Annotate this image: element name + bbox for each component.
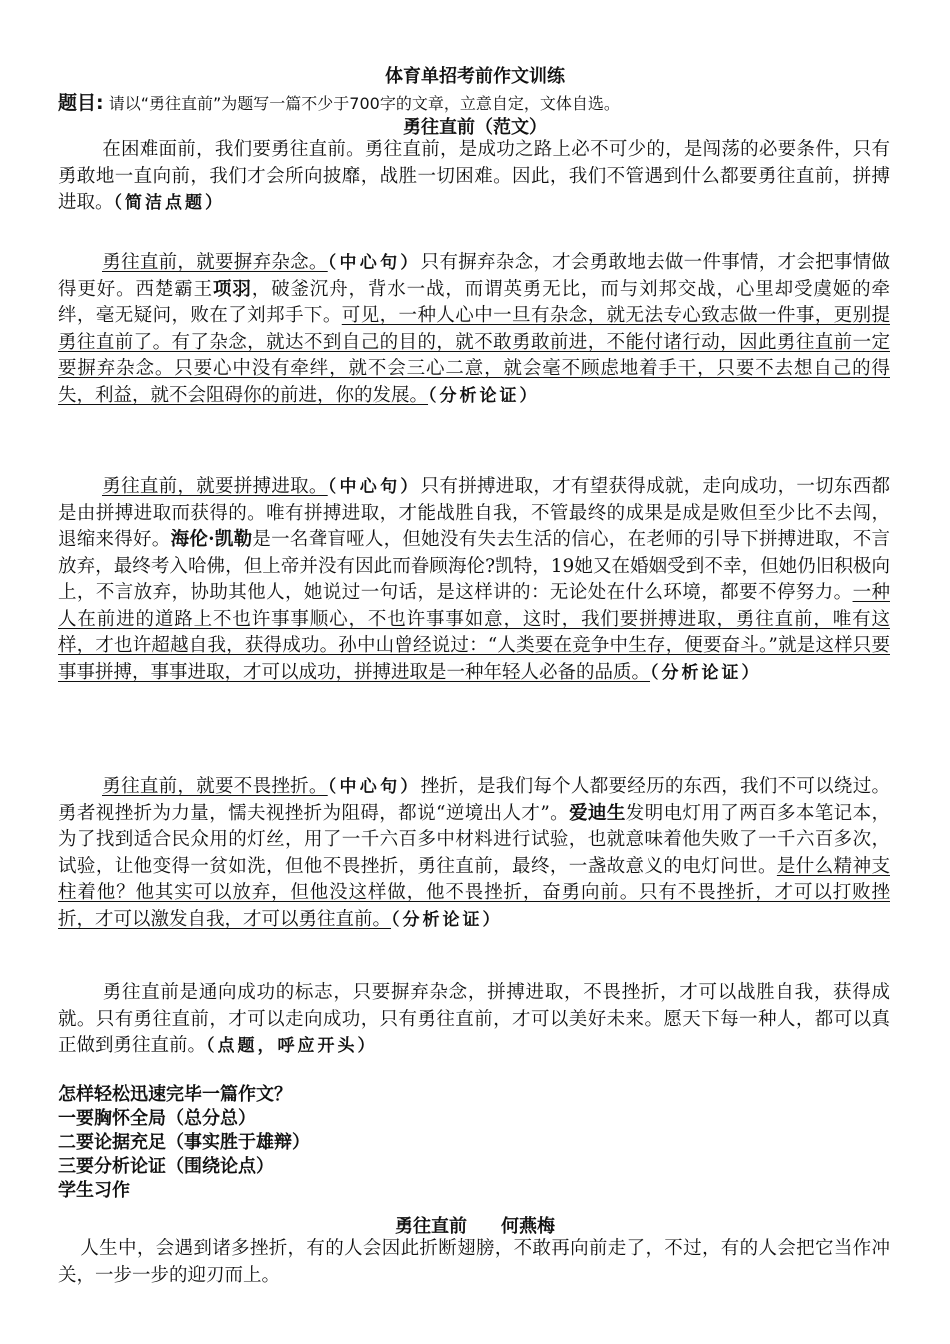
paragraph-fearless-setbacks: [58, 774, 890, 933]
p4-claim: 勇往直前，就要不畏挫折。: [102, 776, 328, 797]
tip-item: 三要分析论证（围绕论点）: [58, 1156, 274, 1177]
student-essay-text: 人生中，会遇到诸多挫折，有的人会因此折断翅膀，不敢再向前走了，不过，有的人会把它当作冲关，一步一步的迎刃而上。: [58, 1238, 890, 1286]
p2-claim: 勇往直前，就要摒弃杂念。: [102, 252, 328, 273]
paragraph-conclusion: [58, 980, 890, 1060]
student-work-heading: 学生习作: [58, 1180, 130, 1201]
tip-item: 二要论据充足（事实胜于雄辩）: [58, 1132, 310, 1153]
p4-analysis: 是什么精神支柱着他？他其实可以放弃，但他没这样做，他不畏挫折，奋勇向前。只有不畏挫折，才可以打败挫折，才可以激发自我，才可以勇往直前。: [58, 855, 890, 930]
paragraph-strive-forward: [58, 474, 890, 686]
tip-item: 一要胸怀全局（总分总）: [58, 1108, 256, 1129]
student-essay-header: [0, 1212, 950, 1238]
tips-heading: 怎样轻松迅速完毕一篇作文？: [58, 1084, 292, 1105]
p3-tag: （分析论证）: [650, 662, 762, 683]
student-essay-paragraph: [58, 1236, 890, 1289]
paragraph-intro: [58, 137, 890, 217]
p3-text-2: 是一名聋盲哑人，但她没有失去生活的信心，在老师的引导下拼搏进取，不言放弃，最终考入哈佛，但上帝并没有因此而眷顾海伦?凯特，19她又在婚姻受到不幸，但她仍旧积极向上，不言放弃，协助其他人，她说过一句话，是这样讲的：无论处在什么环境，都要不停努力。: [58, 529, 890, 603]
prompt-text: 请以“勇往直前”为题写一篇不少于700字的文章，立意自定，文体自选。: [108, 94, 620, 113]
p4-tag: （分析论证）: [391, 909, 503, 930]
essay-prompt: [58, 88, 890, 115]
p2-text-2: ，破釜沉舟，背水一战，而谓英勇无比，而与刘邦交战，心里却受虞姬的牵绊，毫无疑问，败在了刘邦手下。: [58, 278, 890, 326]
intro-tag: （简洁点题）: [113, 193, 226, 213]
p2-bold-name: 项羽: [212, 278, 252, 300]
p2-claim-tag: （中心句）: [327, 253, 421, 273]
p3-analysis: 一种人在前进的道路上不也许事事顺心，不也许事事如意，这时，我们要拼搏进取，勇往直前，唯有这样，才也许超越自我，获得成功。孙中山曾经说过：“人类要在竞争中生存，便要奋斗。”就是这样只要事事拼搏，事事进取，才可以成功，拼搏进取是一种年轻人必备的品质。: [58, 582, 890, 683]
conclusion-tag: （点题，呼应开头）: [206, 1036, 378, 1056]
student-author: 何燕梅: [501, 1216, 555, 1237]
p2-text-1: 只有摒弃杂念，才会勇敢地去做一件事情，才会把事情做得更好。西楚霸王: [58, 252, 890, 300]
sample-essay-title: 勇往直前（范文）: [403, 117, 547, 138]
p3-bold-name: 海伦·凯勒: [170, 529, 253, 550]
prompt-label: 题目:: [58, 92, 104, 114]
p2-tag: （分析论证）: [428, 385, 540, 406]
p3-text-1: 只有拼搏进取，才有望获得成就，走向成功，一切东西都是由拼搏进取而获得的。唯有拼搏进取，才能战胜自我，不管最终的成果是成是败但至少比不去闯，退缩来得好。: [58, 476, 890, 550]
p3-claim-tag: （中心句）: [327, 477, 421, 497]
writing-tips: [58, 1083, 890, 1203]
paragraph-abandon-distractions: [58, 250, 890, 409]
document-title: 体育单招考前作文训练: [385, 66, 565, 87]
p3-claim: 勇往直前，就要拼搏进取。: [102, 476, 328, 497]
p4-bold-name: 爱迪生: [569, 802, 626, 824]
student-essay-title: 勇往直前: [395, 1216, 467, 1237]
intro-text: 在困难面前，我们要勇往直前。勇往直前，是成功之路上必不可少的，是闯荡的必要条件，只有勇敢地一直向前，我们才会所向披靡，战胜一切困难。因此，我们不管遇到什么都要勇往直前，拼搏进取。: [58, 139, 890, 213]
p2-analysis: 可见，一种人心中一旦有杂念，就无法专心致志做一件事，更别提勇往直前了。有了杂念，就达不到自己的目的，就不敢勇敢前进，不能付诸行动，因此勇往直前一定要摒弃杂念。只要心中没有牵绊，就不会三心二意，就会毫不顾虑地着手干，只要不去想自己的得失，利益，就不会阻碍你的前进，你的发展。: [58, 305, 890, 406]
p4-text-2: 发明电灯用了两百多本笔记本，为了找到适合民众用的灯丝，用了一千六百多中材料进行试验，也就意味着他失败了一千六百多次，试验，让他变得一贫如洗，但他不畏挫折，勇往直前，最终，一盏故意义的电灯问世。: [58, 802, 890, 877]
p4-text-1: 挫折，是我们每个人都要经历的东西，我们不可以绕过。勇者视挫折为力量，懦夫视挫折为阻碍，都说“逆境出人才”。: [58, 776, 890, 824]
conclusion-text: 勇往直前是通向成功的标志，只要摒弃杂念，拼搏进取，不畏挫折，才可以战胜自我，获得成就。只有勇往直前，才可以走向成功，只有勇往直前，才可以美好未来。愿天下每一种人，都可以真正做到勇往直前。: [58, 982, 890, 1056]
p4-claim-tag: （中心句）: [327, 777, 421, 797]
